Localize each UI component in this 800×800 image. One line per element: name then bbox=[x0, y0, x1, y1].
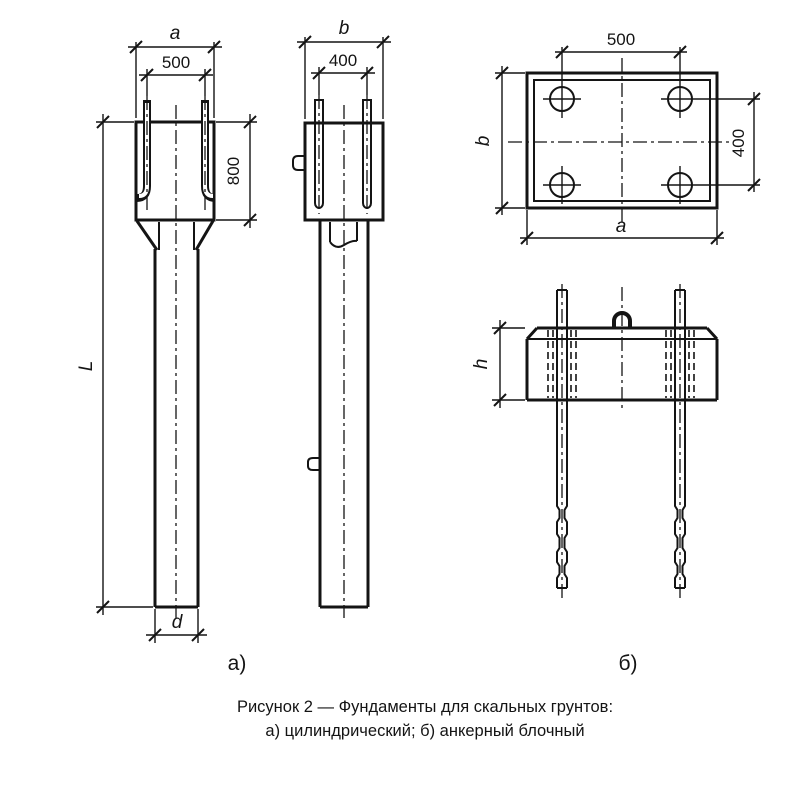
sublabel-a: а) bbox=[227, 652, 247, 675]
dim-500-label: 500 bbox=[161, 53, 191, 72]
dim-400-side-label: 400 bbox=[328, 51, 358, 70]
dim-a-plan-label: a bbox=[615, 216, 627, 237]
view-cylindrical-side bbox=[293, 18, 391, 618]
view-anchor-block bbox=[471, 284, 717, 600]
dim-400-plan bbox=[729, 92, 760, 192]
caption-line-2: а) цилиндрический; б) анкерный блочный bbox=[265, 722, 585, 740]
dim-h-label: h bbox=[471, 358, 492, 370]
dim-b-plan-label: b bbox=[473, 135, 494, 147]
dim-800-label: 800 bbox=[224, 156, 243, 186]
dim-400-bolt-spacing-side bbox=[311, 51, 375, 95]
dim-400-plan-label: 400 bbox=[729, 128, 748, 158]
dim-500-plan bbox=[555, 30, 687, 58]
anchor-rod-left bbox=[557, 284, 567, 600]
dim-b-side-label: b bbox=[338, 18, 350, 39]
block-hidden-hole-lines bbox=[548, 330, 694, 398]
dim-h-block-height bbox=[471, 320, 525, 408]
anchor-rod-right bbox=[675, 284, 685, 600]
dim-800-head-height bbox=[216, 114, 257, 228]
head-lug bbox=[293, 156, 305, 170]
view-base-plan bbox=[473, 30, 760, 245]
dim-a-plan bbox=[520, 210, 724, 245]
skirt-right-slope bbox=[196, 221, 213, 250]
skirt-left-slope bbox=[137, 221, 157, 250]
dim-500-bolt-spacing bbox=[139, 53, 213, 96]
view-cylindrical-front bbox=[76, 23, 257, 643]
dim-a-label: a bbox=[169, 23, 181, 44]
shaft-lug bbox=[308, 458, 320, 470]
dim-d-diameter bbox=[146, 609, 207, 643]
dim-500-plan-label: 500 bbox=[606, 30, 636, 49]
dim-b-plan bbox=[473, 66, 525, 215]
dim-d-label: d bbox=[171, 612, 183, 633]
sublabel-b: б) bbox=[618, 652, 638, 675]
caption-line-1: Рисунок 2 — Фундаменты для скальных грунтов: bbox=[236, 698, 614, 716]
dim-L-label: L bbox=[76, 360, 97, 372]
dim-L-length bbox=[76, 114, 153, 615]
hole-crosshairs bbox=[543, 47, 760, 204]
